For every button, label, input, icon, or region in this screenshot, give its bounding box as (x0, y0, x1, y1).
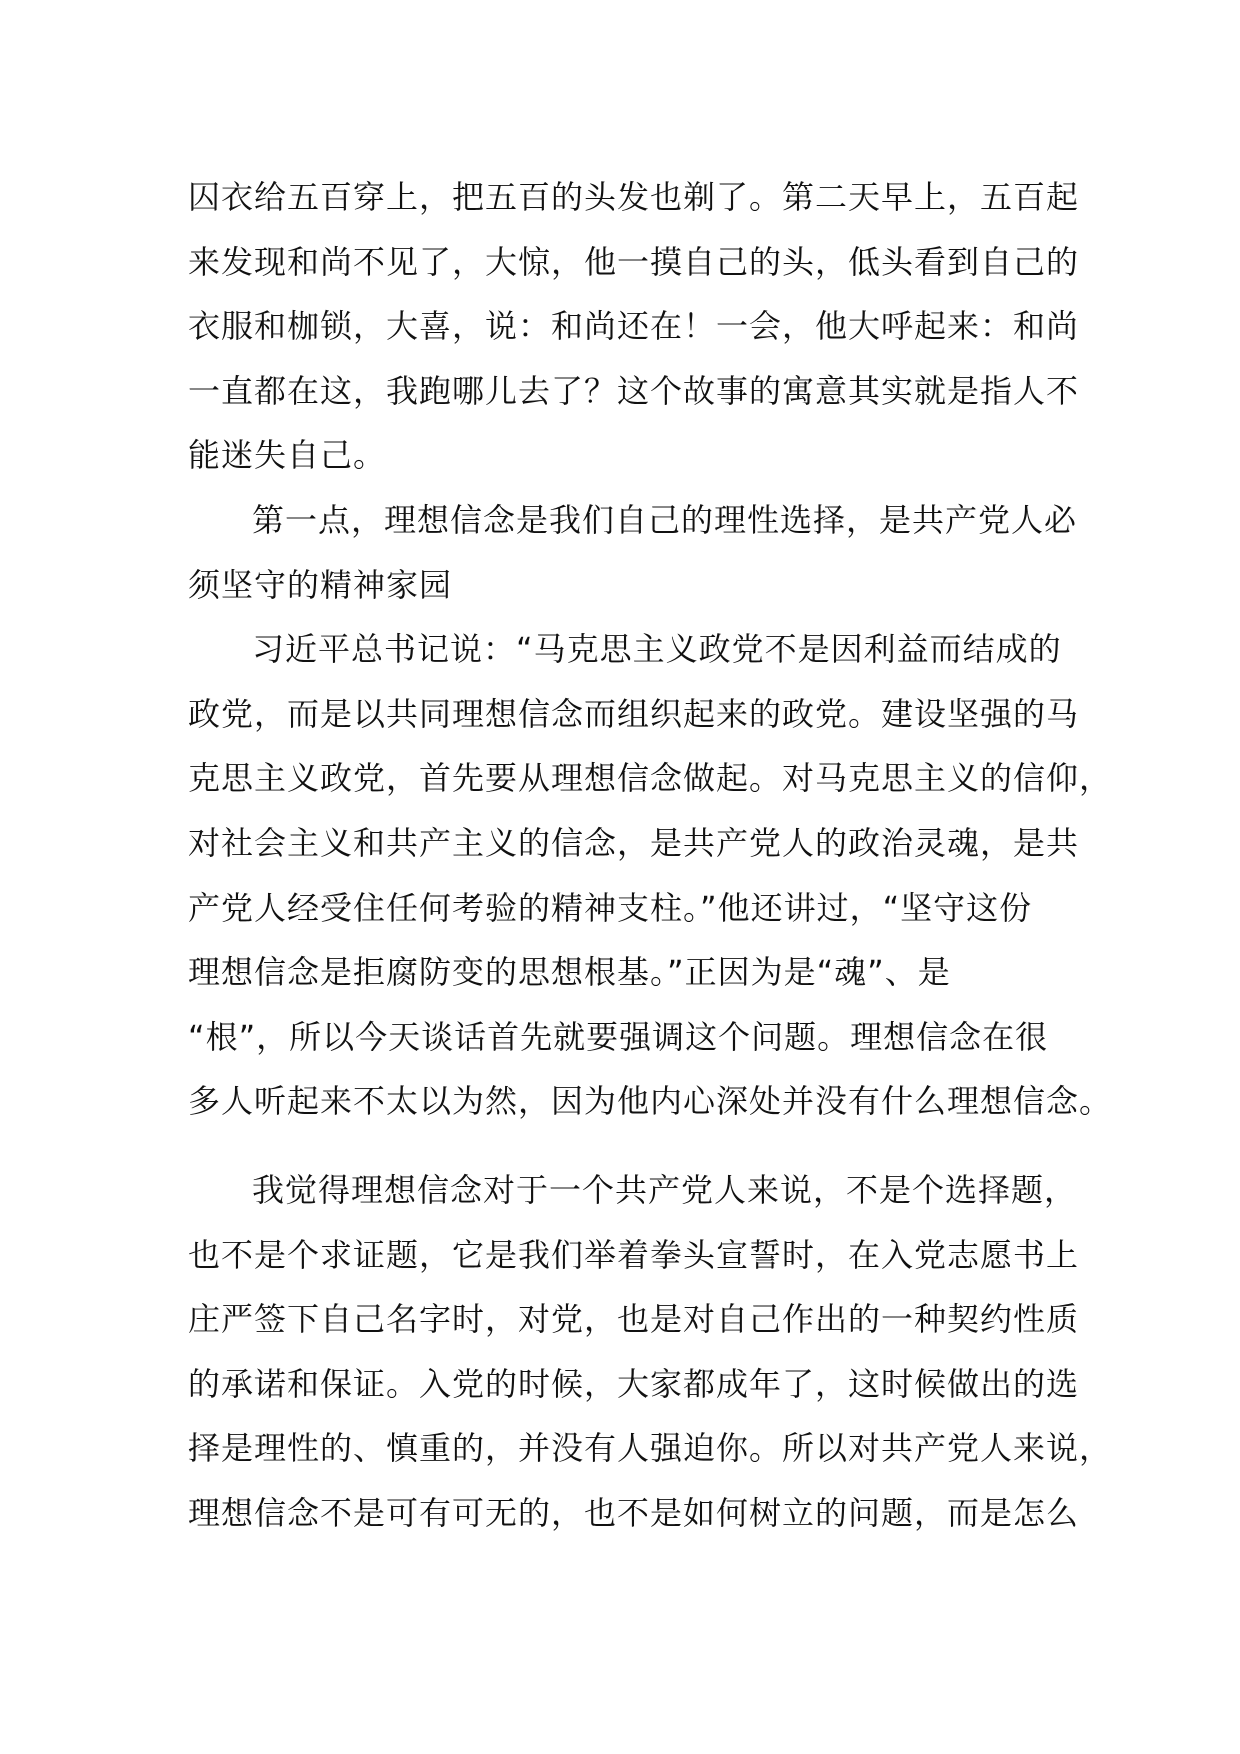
paragraph-story-ending (188, 165, 1080, 488)
text-line: 对社会主义和共产主义的信念，是共产党人的政治灵魂，是共 (188, 823, 1080, 862)
text-line: 习近平总书记说：“马克思主义政党不是因利益而结成的 (252, 630, 1062, 669)
text-line: 第一点，理想信念是我们自己的理性选择，是共产党人必 (252, 500, 1078, 539)
paragraph-quote (188, 617, 1113, 1134)
text-line: “根”，所以今天谈话首先就要强调这个问题。理想信念在很 (188, 1017, 1049, 1056)
text-line: 我觉得理想信念对于一个共产党人来说，不是个选择题， (252, 1170, 1078, 1209)
text-line: 的承诺和保证。入党的时候，大家都成年了，这时候做出的选 (188, 1364, 1080, 1403)
text-line: 多人听起来不太以为然，因为他内心深处并没有什么理想信念。 (188, 1082, 1113, 1121)
text-line: 政党，而是以共同理想信念而组织起来的政党。建设坚强的马 (188, 694, 1080, 733)
text-line: 也不是个求证题，它是我们举着拳头宣誓时，在入党志愿书上 (188, 1235, 1080, 1274)
text-line: 庄严签下自己名字时，对党，也是对自己作出的一种契约性质 (188, 1300, 1080, 1339)
text-line: 能迷失自己。 (188, 436, 387, 475)
text-line: 择是理性的、慎重的，并没有人强迫你。所以对共产党人来说， (188, 1429, 1113, 1468)
document-body (188, 165, 1113, 1545)
text-line: 克思主义政党，首先要从理想信念做起。对马克思主义的信仰， (188, 759, 1113, 798)
paragraph-ideals-commitment (188, 1158, 1113, 1546)
text-line: 来发现和尚不见了，大惊，他一摸自己的头，低头看到自己的 (188, 242, 1080, 281)
text-line: 囚衣给五百穿上，把五百的头发也剃了。第二天早上，五百起 (188, 178, 1080, 216)
text-line: 须坚守的精神家园 (188, 565, 453, 604)
paragraph-section-heading (188, 488, 1078, 617)
text-line: 一直都在这，我跑哪儿去了？这个故事的寓意其实就是指人不 (188, 371, 1080, 410)
text-line: 产党人经受住任何考验的精神支柱。”他还讲过，“坚守这份 (188, 888, 1033, 927)
text-line: 理想信念不是可有可无的，也不是如何树立的问题，而是怎么 (188, 1493, 1080, 1532)
text-line: 理想信念是拒腐防变的思想根基。”正因为是“魂”、是 (188, 953, 951, 992)
text-line: 衣服和枷锁，大喜，说：和尚还在！一会，他大呼起来：和尚 (188, 307, 1080, 346)
